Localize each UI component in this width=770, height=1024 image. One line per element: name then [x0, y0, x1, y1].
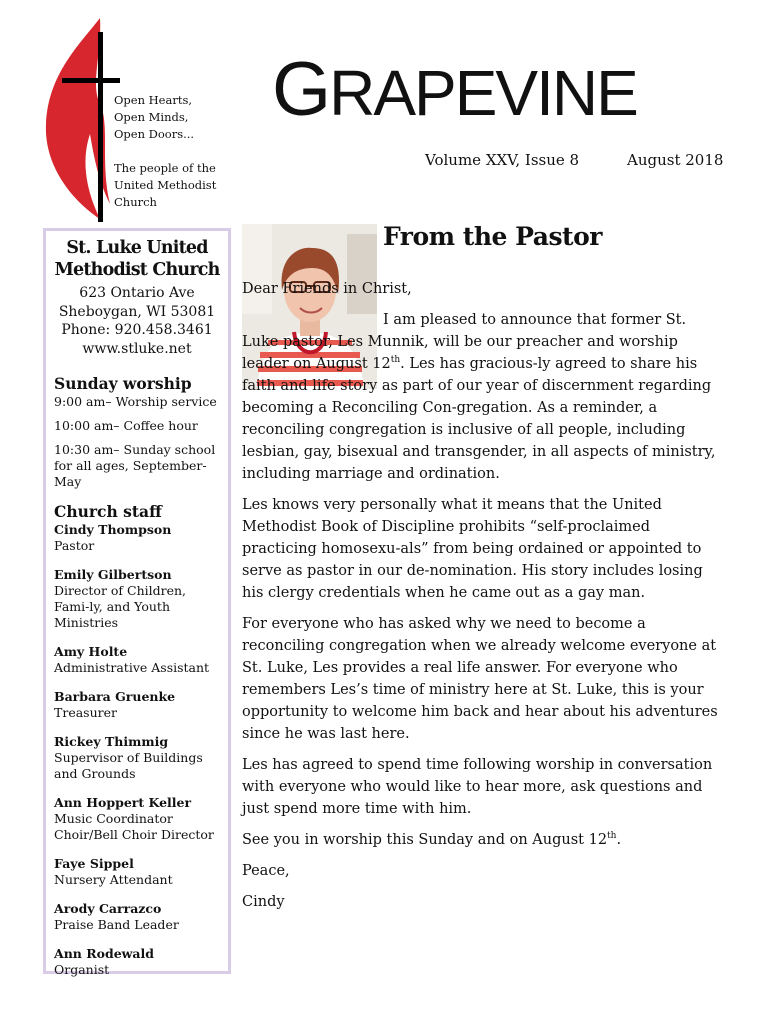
- worship-item: 9:00 am– Worship service: [54, 394, 217, 409]
- tagline-line: Open Hearts,: [114, 93, 193, 107]
- article-paragraph: See you in worship this Sunday and on August 12th.: [242, 831, 622, 848]
- tagline-line: Open Minds,: [114, 110, 189, 124]
- article-signature: Cindy: [242, 894, 285, 910]
- cross-icon: [98, 32, 103, 222]
- volume-label: Volume XXV, Issue 8: [425, 151, 580, 169]
- title-rest: RAPEVINE: [329, 57, 637, 129]
- sidebar: [43, 228, 231, 977]
- tagline-line: Church: [114, 195, 157, 209]
- staff-entry: Ann Rodewald Organist: [54, 946, 154, 977]
- staff-heading: Church staff: [54, 502, 162, 521]
- article-greeting: Dear Friends in Christ,: [242, 281, 412, 297]
- staff-entry: Rickey Thimmig Supervisor of Buildings and Grounds: [54, 734, 203, 781]
- staff-list: [54, 522, 220, 978]
- worship-item: 10:30 am– Sunday school for all ages, September-May: [54, 442, 216, 489]
- article-paragraph: Les knows very personally what it means that the United Methodist Book of Discipline prohibits “self-proclaimed practicing homosexu-als” from being ordained or appointed to serve as pastor in our de-nomination. His story includes losing his clergy credentials when he came out as a gay man.: [242, 497, 703, 601]
- staff-entry: Cindy Thompson Pastor: [54, 522, 172, 553]
- church-website-link[interactable]: www.stluke.net: [82, 340, 192, 357]
- article-paragraph: I am pleased to announce that former St. Luke pastor, Les Munnik, will be our preacher and worship leader on August 12th. Les has gracious-ly agreed to share his faith and life story as part of our year of discernment regarding becoming a Reconciling Con-gregation. As a reminder, a reconciling congregation is inclusive of all people, including lesbian, gay, bisexual and transgender, in all aspects of ministry, including marriage and ordination.: [242, 312, 716, 482]
- issue-date: August 2018: [627, 151, 724, 169]
- staff-entry: Arody Carrazco Praise Band Leader: [54, 901, 179, 932]
- article-body: [242, 278, 722, 922]
- article-title: From the Pastor: [383, 222, 602, 251]
- staff-entry: Amy Holte Administrative Assistant: [54, 644, 210, 675]
- worship-item: 10:00 am– Coffee hour: [54, 418, 198, 433]
- staff-entry: Emily Gilbertson Director of Children, Fami-ly, and Youth Ministries: [54, 567, 187, 630]
- article-closing: Peace,: [242, 863, 290, 879]
- tagline-line: The people of the: [114, 161, 216, 175]
- issue-info: [425, 151, 724, 169]
- worship-heading: Sunday worship: [54, 374, 192, 393]
- staff-entry: Ann Hoppert Keller Music Coordinator Choir/Bell Choir Director: [54, 795, 214, 842]
- tagline-line: Open Doors...: [114, 127, 195, 141]
- staff-entry: Barbara Gruenke Treasurer: [54, 689, 176, 720]
- church-phone: Phone: 920.458.3461: [61, 322, 213, 338]
- church-address: 623 Ontario Ave Sheboygan, WI 53081 Phone: 920.458.3461 www.stluke.net: [54, 284, 220, 358]
- article-paragraph: Les has agreed to spend time following worship in conversation with everyone who would like to hear more, ask questions and just spend more time with him.: [242, 757, 713, 817]
- church-name: St. Luke United Methodist Church: [54, 238, 220, 280]
- newsletter-title: [272, 47, 637, 132]
- tagline-line: United Methodist: [114, 178, 217, 192]
- title-initial: G: [272, 47, 330, 132]
- staff-entry: Faye Sippel Nursery Attendant: [54, 856, 173, 887]
- tagline: [114, 92, 244, 211]
- article-paragraph: For everyone who has asked why we need to become a reconciling congregation when we already welcome everyone at St. Luke, Les provides a real life answer. For everyone who remembers Les’s time of ministry here at St. Luke, this is your opportunity to welcome him back and hear about his adventures since he was last here.: [242, 616, 718, 742]
- cross-and-flame-logo: [40, 14, 120, 224]
